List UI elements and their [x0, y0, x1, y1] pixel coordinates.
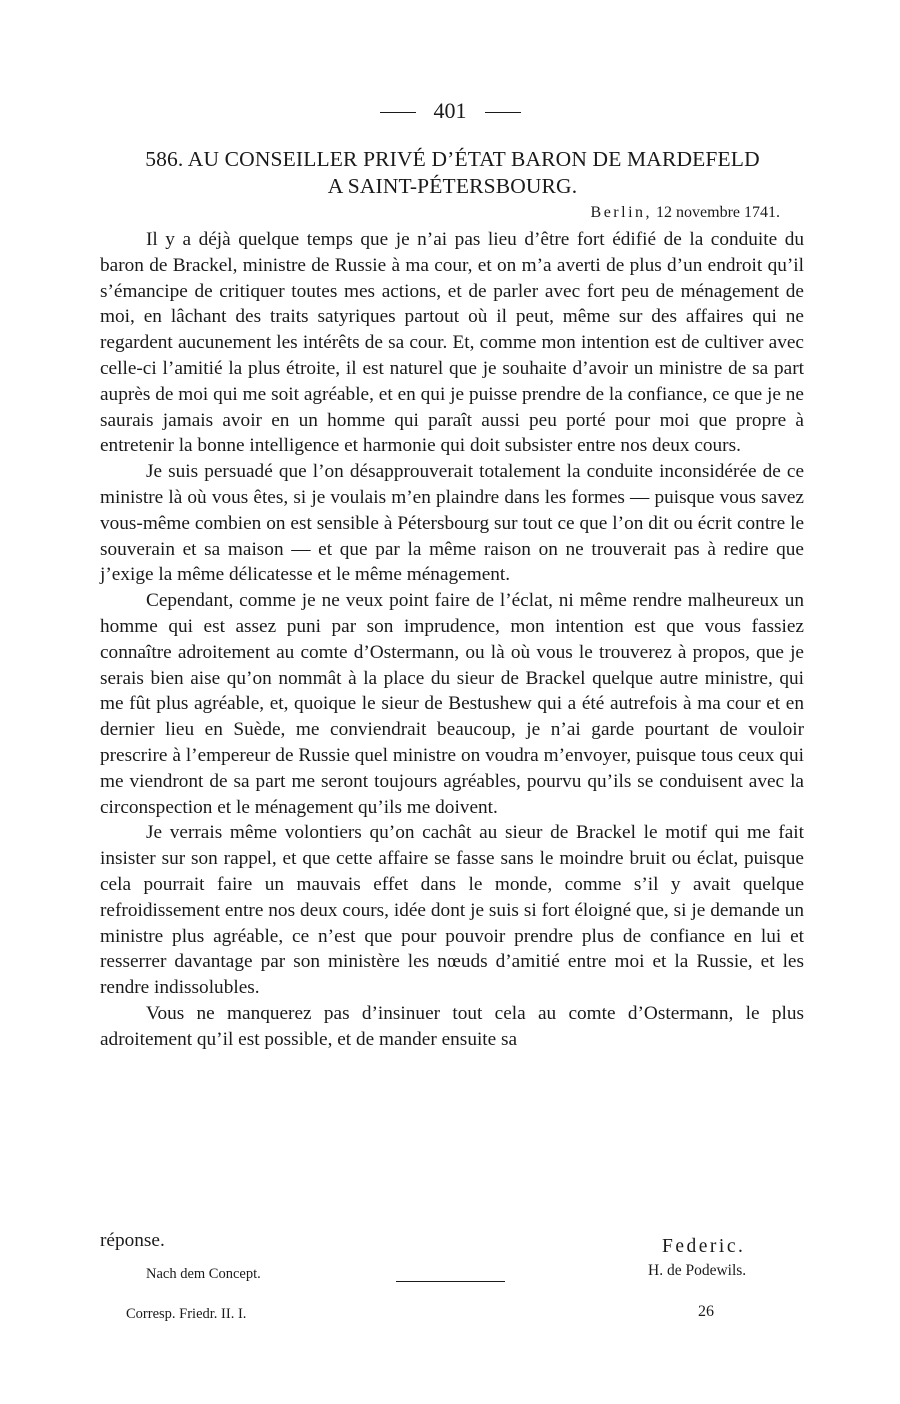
closing-word: réponse. [100, 1230, 165, 1251]
paragraph-5: Vous ne manquerez pas d’insinuer tout cela au comte d’Ostermann, le plus adroitement qu’il est possible, et de mander ensuite sa [100, 1002, 804, 1050]
paragraph-3: Cependant, comme je ne veux point faire de l’éclat, ni même rendre malheureux un homme qui est assez puni par son imprudence, mon intention est que vous fassiez connaître adroitement au comte d’Ostermann, ou là où vous le trouverez à propos, que je serais bien aise qu’on nommât à la place du sieur de Brackel quelque autre ministre, qui me fût plus agréable, et, quoique le sieur de Bestushew qui a été autrefois à ma cour et en dernier lieu en Suède, me conviendrait beaucoup, je n’ai garde pourtant de vouloir prescrire à l’empereur de Russie quel ministre on voudra m’envoyer, puisque tous ceux qui me viendront de sa part me seront toujours agréables, pourvu qu’ils se conduisent avec la circonspection et le ménagement qu’ils me doivent. [100, 590, 804, 818]
separator-rule [396, 1281, 505, 1282]
letter-body [100, 227, 804, 1053]
footer-series: Corresp. Friedr. II. I. [126, 1306, 247, 1322]
paragraph-4: Je verrais même volontiers qu’on cachât au sieur de Brackel le motif qui me fait insister sur son rappel, et que cette affaire se fasse sans le moindre bruit ou éclat, puisque cela pourrait faire un mauvais effet dans le monde, comme s’il y avait quelque refroidissement entre nos deux cours, idée dont je suis si fort éloigné que, si je demande un ministre plus agréable, ce n’est que pour pouvoir prendre plus de confiance en lui et resserrer davantage par son ministère les nœuds d’amitié entre moi et la Russie, et les rendre indissolubles. [100, 822, 804, 999]
signature: Federic. [662, 1236, 746, 1257]
letter-title-line-2: A SAINT-PÉTERSBOURG. [327, 174, 578, 198]
page-header [0, 98, 900, 124]
letter-title [100, 146, 805, 200]
header-rule-right [485, 112, 521, 113]
footer-signature-mark: 26 [698, 1303, 714, 1320]
paragraph-1: Il y a déjà quelque temps que je n’ai pas lieu d’être fort édifié de la conduite du baron de Brackel, ministre de Russie à ma cour, et on m’a averti de plus d’un endroit qu’il s’émancipe de critiquer toutes mes actions, et de parler avec fort peu de ménagement de moi, en lâchant des traits satyriques partout où il peut, même sur des affaires qui ne regardent aucunement les intérêts de sa cour. Et, comme mon intention est de cultiver avec celle-ci l’amitié la plus étroite, il est naturel que je souhaite d’avoir un ministre de sa part auprès de moi qui me soit agréable, et en qui je puisse prendre de la confiance, ce que je ne saurais jamais avoir en un homme qui paraît aussi peu porté pour moi que propre à entretenir la bonne intelligence et harmonie qui doit subsister entre nos deux cours. [100, 229, 804, 457]
dateline-date: 12 novembre 1741. [656, 204, 780, 221]
header-rule-left [380, 112, 416, 113]
dateline-place: Berlin, [590, 204, 653, 221]
source-note: Nach dem Concept. [146, 1266, 261, 1282]
dateline [100, 204, 780, 222]
page-number: 401 [433, 98, 467, 123]
countersignature: H. de Podewils. [648, 1262, 747, 1279]
paragraph-2: Je suis persuadé que l’on désapprouverait totalement la conduite inconsidérée de ce ministre là où vous êtes, si je voulais m’en plaindre dans les formes — puisque vous savez vous-même combien on est sensible à Pétersbourg sur tout ce que l’on dit ou écrit contre le souverain et sa maison — et que par la même raison on ne trouverait pas à redire que j’exige la même délicatesse et le même ménagement. [100, 461, 804, 586]
letter-title-line-1: 586. AU CONSEILLER PRIVÉ D’ÉTAT BARON DE MARDEFELD [145, 147, 760, 171]
